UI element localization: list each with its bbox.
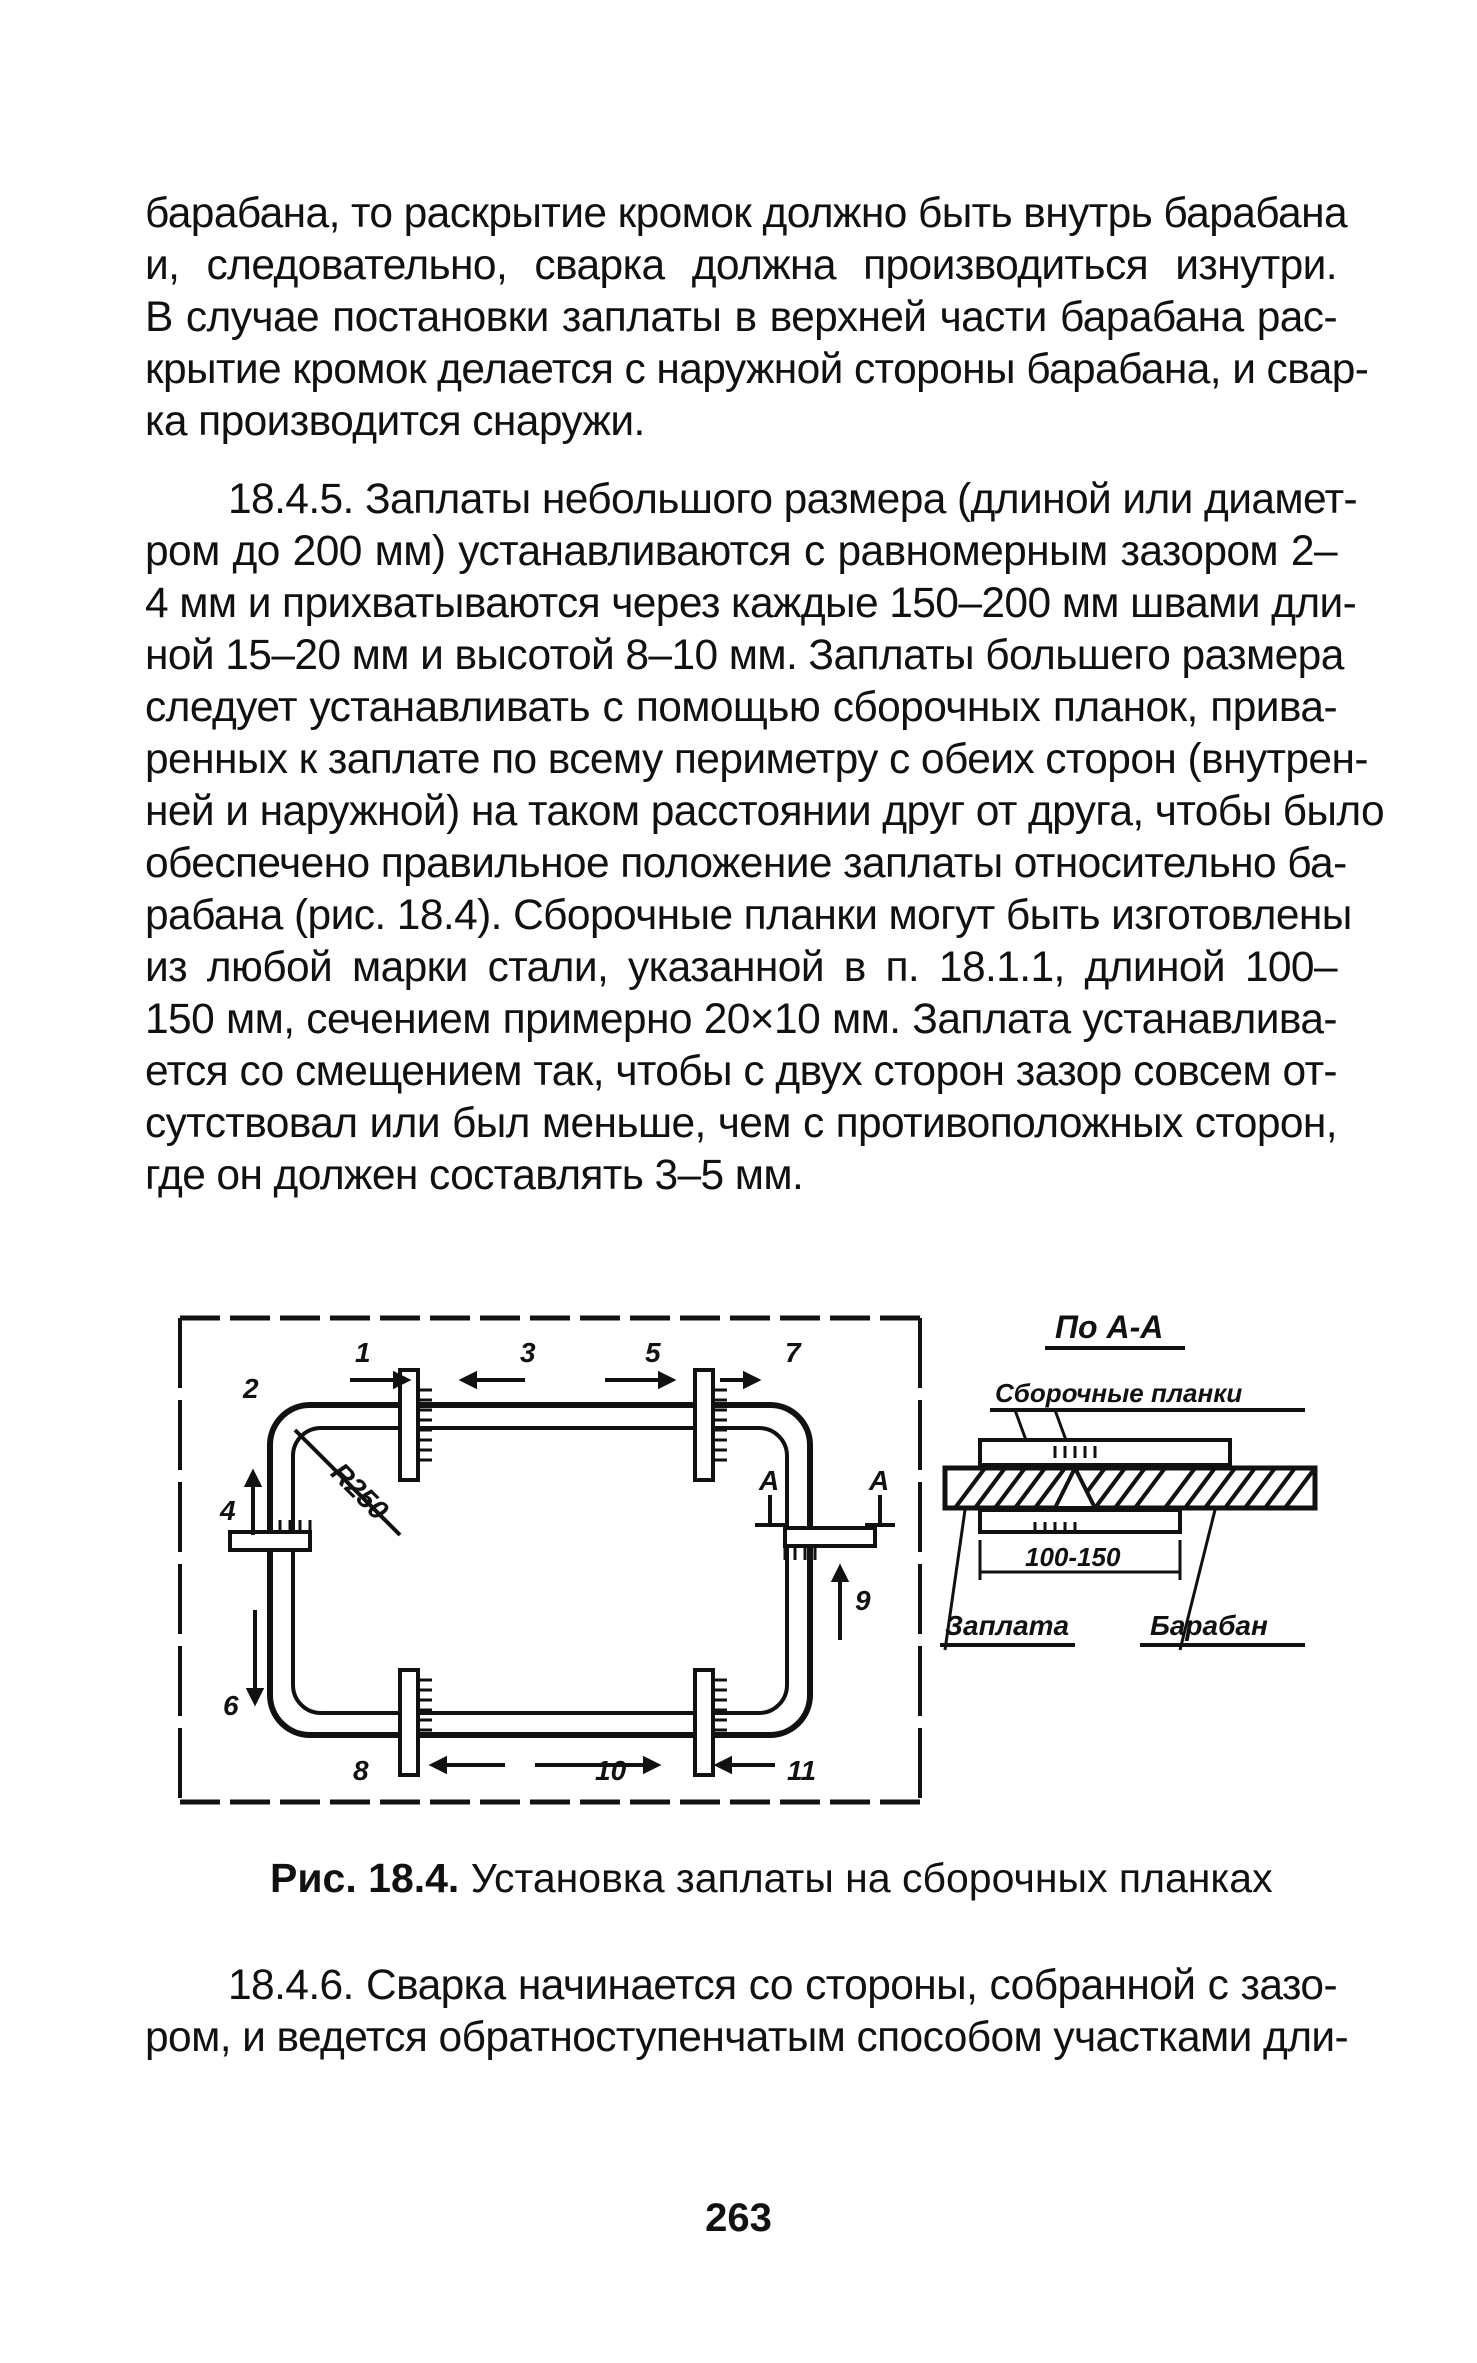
text-line: 18.4.6. Сварка начинается со стороны, собранной с зазо-: [228, 1962, 1337, 2009]
label-2: 2: [243, 1373, 259, 1404]
label-8: 8: [353, 1755, 369, 1786]
radius-label: R250: [325, 1456, 395, 1526]
plank-bottom-left: [400, 1670, 432, 1775]
figure-caption: [270, 1855, 1273, 1902]
patch-label: Заплата: [945, 1610, 1070, 1641]
plank-right: [785, 1528, 875, 1560]
section-markers: [755, 1495, 895, 1525]
paragraph-top: [145, 188, 1369, 448]
text-line: из любой марки стали, указанной в п. 18.1.1, длиной 100–: [145, 944, 1337, 991]
label-11: 11: [787, 1755, 817, 1786]
label-1: 1: [355, 1337, 371, 1368]
plank-top-right: [695, 1370, 727, 1480]
text-line: и, следовательно, сварка должна производиться изнутри.: [145, 242, 1337, 289]
drum-label: Барабан: [1150, 1610, 1268, 1641]
text-line: ной 15–20 мм и высотой 8–10 мм. Заплаты большего размера: [145, 632, 1344, 679]
label-9: 9: [855, 1585, 871, 1616]
plank-top-left: [400, 1370, 432, 1480]
text-line: В случае постановки заплаты в верхней части барабана рас-: [145, 294, 1337, 341]
plank-bottom-right: [695, 1670, 727, 1775]
paragraph-18-4-5: [145, 474, 1385, 1202]
text-line: следует устанавливать с помощью сборочных планок, прива-: [145, 684, 1337, 731]
caption-text: Установка заплаты на сборочных планках: [470, 1855, 1273, 1901]
paragraph-18-4-6: [145, 1960, 1349, 2064]
text-line: где он должен составлять 3–5 мм.: [145, 1152, 804, 1199]
label-7: 7: [785, 1337, 801, 1368]
text-line: ренных к заплате по всему периметру с обеих сторон (внутрен-: [145, 736, 1368, 783]
label-5: 5: [645, 1337, 661, 1368]
planks-label: Сборочные планки: [995, 1378, 1243, 1408]
label-4: 4: [220, 1495, 236, 1526]
text-line: 150 мм, сечением примерно 20×10 мм. Заплата устанавлива-: [145, 996, 1337, 1043]
label-a-left: A: [759, 1465, 780, 1496]
text-line: обеспечено правильное положение заплаты относительно ба-: [145, 840, 1347, 887]
label-6: 6: [223, 1690, 239, 1721]
text-line: 18.4.5. Заплаты небольшого размера (длиной или диамет-: [228, 476, 1358, 523]
figure-18-4: [175, 1310, 1325, 1810]
section-title: По А-А: [1055, 1310, 1164, 1345]
page-number: 263: [705, 2196, 772, 2240]
dimension-label: 100-150: [1025, 1542, 1121, 1572]
caption-number: Рис. 18.4.: [270, 1855, 460, 1901]
text-line: ется со смещением так, чтобы с двух сторон зазор совсем от-: [145, 1048, 1337, 1095]
text-line: барабана, то раскрытие кромок должно быть внутрь барабана: [145, 190, 1347, 237]
text-line: крытие кромок делается с наружной стороны барабана, и свар-: [145, 346, 1369, 393]
text-line: ром до 200 мм) устанавливаются с равномерным зазором 2–: [145, 528, 1337, 575]
text-line: ней и наружной) на таком расстоянии друг от друга, чтобы было: [145, 788, 1385, 835]
text-line: сутствовал или был меньше, чем с противоположных сторон,: [145, 1100, 1337, 1147]
label-3: 3: [520, 1337, 536, 1368]
text-line: ка производится снаружи.: [145, 398, 645, 445]
plank-left: [230, 1520, 310, 1550]
label-a-right: A: [869, 1465, 890, 1496]
text-line: 4 мм и прихватываются через каждые 150–200 мм швами дли-: [145, 580, 1357, 627]
text-line: рабана (рис. 18.4). Сборочные планки могут быть изготовлены: [145, 892, 1352, 939]
label-10: 10: [595, 1755, 627, 1786]
patch-outline: [270, 1405, 810, 1735]
text-line: ром, и ведется обратноступенчатым способом участками дли-: [145, 2014, 1349, 2061]
